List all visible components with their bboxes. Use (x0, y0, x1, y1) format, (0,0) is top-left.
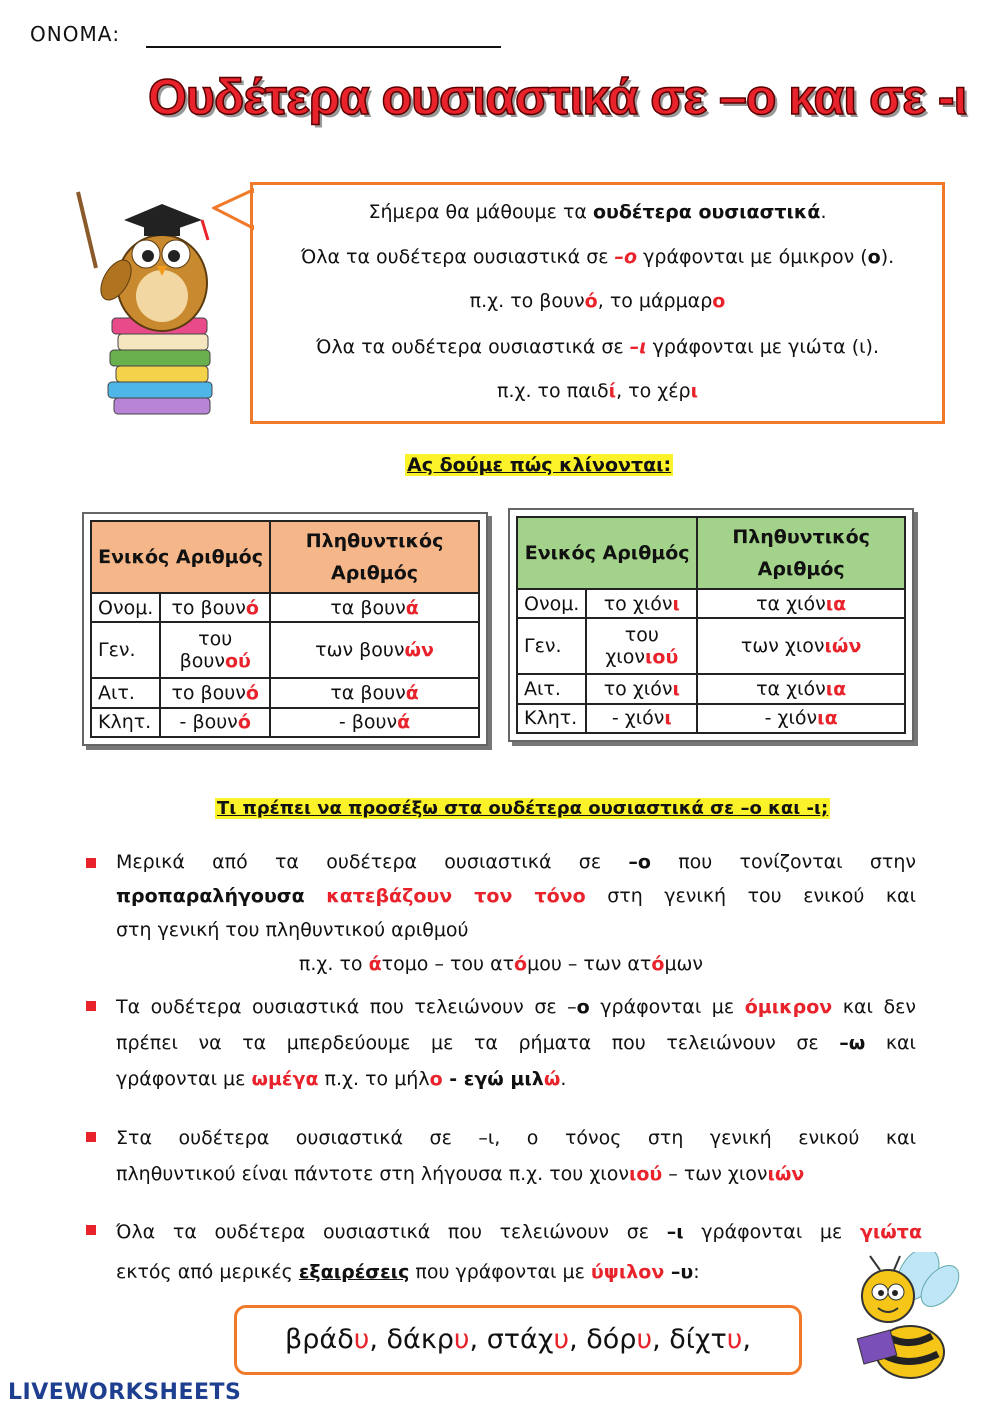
intro-bubble (250, 182, 945, 424)
bee-reading-icon (840, 1252, 960, 1392)
rule-2: Τα ουδέτερα ουσιαστικά που τελειώνουν σε –ο γράφονται με όμικρον και δεν πρέπει να τα μπερδεύουμε με τα ρήματα που τελειώνουν σε –ω και γράφονται με ωμέγα π.χ. το μήλο - εγώ μιλώ. (116, 996, 916, 1090)
bullet-icon (86, 858, 96, 868)
header-plural: Πληθυντικός Αριθμός (697, 517, 905, 589)
table-header-row (91, 521, 479, 593)
table-row: Γεν. του χιονιού των χιονιών (517, 618, 905, 674)
table-row: Ονομ. το χιόνι τα χιόνια (517, 589, 905, 618)
table-row: Αιτ. το χιόνι τα χιόνια (517, 674, 905, 703)
attention-heading: Τι πρέπει να προσέξω στα ουδέτερα ουσιαστικά σε –ο και -ι; (217, 798, 829, 819)
rule-4: Όλα τα ουδέτερα ουσιαστικά που τελειώνουν σε –ι γράφονται με γιώτα εκτός από μερικές εξαιρέσεις που γράφονται με ύψιλον –υ: (116, 1221, 922, 1283)
table-row: Κλητ. - βουνό - βουνά (91, 708, 479, 737)
name-label: ΟΝΟΜΑ: (30, 22, 121, 46)
header-plural: Πληθυντικός Αριθμός (270, 521, 479, 593)
exception-word: δάκρυ, (386, 1324, 487, 1355)
table-row: Γεν. του βουνού των βουνών (91, 622, 479, 678)
table-row: Ονομ. το βουνό τα βουνά (91, 593, 479, 622)
intro-line-2: Όλα τα ουδέτερα ουσιαστικά σε –ο γράφονται με όμικρον (ο). (300, 246, 895, 268)
intro-line-4: Όλα τα ουδέτερα ουσιαστικά σε –ι γράφονται με γιώτα (ι). (316, 336, 879, 358)
declension-table-i (508, 508, 914, 742)
rule-3: Στα ουδέτερα ουσιαστικά σε –ι, ο τόνος στη γενική ενικού και πληθυντικού είναι πάντοτε στη λήγουσα π.χ. του χιονιού – των χιονιών (116, 1127, 916, 1185)
header-singular: Ενικός Αριθμός (517, 517, 697, 589)
liveworksheets-logo: LIVEWORKSHEETS (8, 1380, 242, 1405)
intro-example-1: π.χ. το βουνό, το μάρμαρο (469, 290, 726, 312)
header-singular: Ενικός Αριθμός (91, 521, 270, 593)
rule-1-example: π.χ. το άτομο – του ατόμου – των ατόμων (298, 953, 704, 975)
bullet-icon (86, 1225, 96, 1235)
owl-teacher-icon (72, 188, 222, 428)
exception-word: βράδυ, (285, 1324, 387, 1355)
table-header-row (517, 517, 905, 589)
declension-table-o (82, 512, 488, 746)
exception-word: δίχτυ, (669, 1324, 751, 1355)
worksheet-title: Ουδέτερα ουσιαστικά σε –ο και σε -ι (148, 69, 967, 125)
exception-word: δόρυ, (586, 1324, 670, 1355)
declension-heading: Ας δούμε πώς κλίνονται: (407, 454, 672, 476)
name-input-line[interactable] (146, 46, 501, 48)
bullet-icon (86, 1132, 96, 1142)
rule-1: Μερικά από τα ουδέτερα ουσιαστικά σε –ο που τονίζονται στην προπαραλήγουσα κατεβάζουν τον τόνο στη γενική του ενικού και στη γενική του πληθυντικού αριθμού π.χ. το άτομο – του ατόμου – των ατόμων (116, 845, 916, 981)
intro-example-2: π.χ. το παιδί, το χέρι (497, 380, 698, 402)
exception-word: στάχυ, (486, 1324, 587, 1355)
intro-line-1: Σήμερα θα μάθουμε τα ουδέτερα ουσιαστικά. (368, 201, 827, 223)
table-row: Αιτ. το βουνό τα βουνά (91, 678, 479, 707)
bubble-tail (212, 188, 254, 232)
bullet-icon (86, 1001, 96, 1011)
table-row: Κλητ. - χιόνι - χιόνια (517, 704, 905, 733)
exceptions-box (234, 1305, 802, 1375)
